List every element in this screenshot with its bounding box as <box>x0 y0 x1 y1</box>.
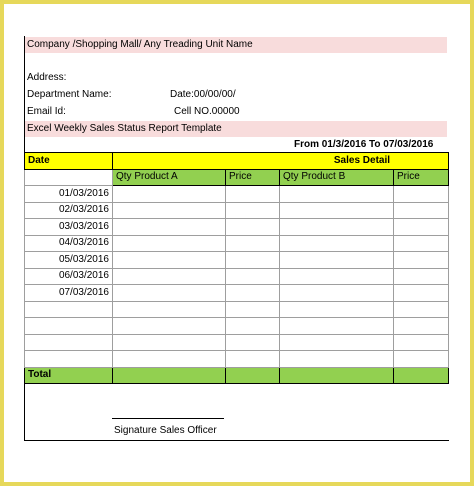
table-cell[interactable] <box>25 301 113 318</box>
table-cell[interactable] <box>280 334 394 351</box>
table-cell[interactable] <box>394 186 449 203</box>
table-cell[interactable] <box>280 301 394 318</box>
table-cell[interactable] <box>25 169 113 186</box>
table-cell[interactable] <box>113 202 226 219</box>
table-row <box>25 235 449 252</box>
sales-detail-header: Sales Detail <box>113 153 449 170</box>
table-cell[interactable] <box>280 186 394 203</box>
table-cell[interactable] <box>226 186 280 203</box>
table-row <box>25 202 449 219</box>
table-cell[interactable] <box>113 334 226 351</box>
table-cell[interactable] <box>113 268 226 285</box>
date-cell[interactable]: 02/03/2016 <box>25 202 113 219</box>
table-cell[interactable] <box>280 285 394 302</box>
table-cell[interactable] <box>113 252 226 269</box>
table-cell[interactable] <box>394 334 449 351</box>
table-row <box>25 351 449 368</box>
cell-label: Cell NO.00000 <box>174 106 240 117</box>
date-cell[interactable]: 04/03/2016 <box>25 235 113 252</box>
table-cell[interactable] <box>280 351 394 368</box>
table-cell[interactable] <box>113 219 226 236</box>
table-cell[interactable] <box>394 318 449 335</box>
table-row <box>25 219 449 236</box>
address-label: Address: <box>27 72 67 83</box>
department-label: Department Name: <box>27 89 112 100</box>
table-cell[interactable] <box>394 285 449 302</box>
table-cell[interactable] <box>280 202 394 219</box>
table-cell[interactable] <box>226 301 280 318</box>
company-name: Company /Shopping Mall/ Any Treading Unit Name <box>27 39 253 50</box>
total-cell[interactable] <box>113 367 226 384</box>
table-cell[interactable] <box>280 318 394 335</box>
col-price-a: Price <box>226 169 280 186</box>
sales-table <box>24 152 449 384</box>
column-header-row <box>25 169 449 186</box>
date-cell[interactable]: 06/03/2016 <box>25 268 113 285</box>
table-cell[interactable] <box>394 351 449 368</box>
table-cell[interactable] <box>226 252 280 269</box>
table-row <box>25 285 449 302</box>
table-cell[interactable] <box>25 334 113 351</box>
table-row <box>25 301 449 318</box>
date-label: Date:00/00/00/ <box>170 89 236 100</box>
table-cell[interactable] <box>226 351 280 368</box>
total-row <box>25 367 449 384</box>
table-header-row <box>25 153 449 170</box>
table-cell[interactable] <box>394 202 449 219</box>
table-cell[interactable] <box>226 318 280 335</box>
total-cell[interactable] <box>394 367 449 384</box>
date-cell[interactable]: 05/03/2016 <box>25 252 113 269</box>
date-header: Date <box>25 153 113 170</box>
table-cell[interactable] <box>113 235 226 252</box>
table-cell[interactable] <box>226 268 280 285</box>
table-cell[interactable] <box>394 219 449 236</box>
table-cell[interactable] <box>113 285 226 302</box>
email-label: Email Id: <box>27 106 66 117</box>
report-period: From 01/3/2016 To 07/03/2016 <box>294 139 434 150</box>
table-cell[interactable] <box>280 219 394 236</box>
table-cell[interactable] <box>394 252 449 269</box>
table-cell[interactable] <box>226 235 280 252</box>
col-qty-product-b: Qty Product B <box>280 169 394 186</box>
table-row <box>25 268 449 285</box>
total-label: Total <box>25 367 113 384</box>
signature-line <box>112 418 224 419</box>
table-row <box>25 252 449 269</box>
table-cell[interactable] <box>113 318 226 335</box>
table-cell[interactable] <box>280 235 394 252</box>
table-cell[interactable] <box>394 301 449 318</box>
table-cell[interactable] <box>280 268 394 285</box>
report-title: Excel Weekly Sales Status Report Template <box>27 123 222 134</box>
table-cell[interactable] <box>226 202 280 219</box>
table-cell[interactable] <box>25 351 113 368</box>
date-cell[interactable]: 07/03/2016 <box>25 285 113 302</box>
table-row <box>25 334 449 351</box>
table-cell[interactable] <box>113 351 226 368</box>
table-cell[interactable] <box>226 219 280 236</box>
col-price-b: Price <box>394 169 449 186</box>
date-cell[interactable]: 03/03/2016 <box>25 219 113 236</box>
table-cell[interactable] <box>394 235 449 252</box>
table-cell[interactable] <box>394 268 449 285</box>
total-cell[interactable] <box>226 367 280 384</box>
table-cell[interactable] <box>226 334 280 351</box>
table-cell[interactable] <box>113 301 226 318</box>
table-cell[interactable] <box>280 252 394 269</box>
table-row <box>25 186 449 203</box>
table-cell[interactable] <box>226 285 280 302</box>
table-cell[interactable] <box>25 318 113 335</box>
total-cell[interactable] <box>280 367 394 384</box>
col-qty-product-a: Qty Product A <box>113 169 226 186</box>
table-row <box>25 318 449 335</box>
table-cell[interactable] <box>113 186 226 203</box>
date-cell[interactable]: 01/03/2016 <box>25 186 113 203</box>
signature-label: Signature Sales Officer <box>114 425 217 436</box>
